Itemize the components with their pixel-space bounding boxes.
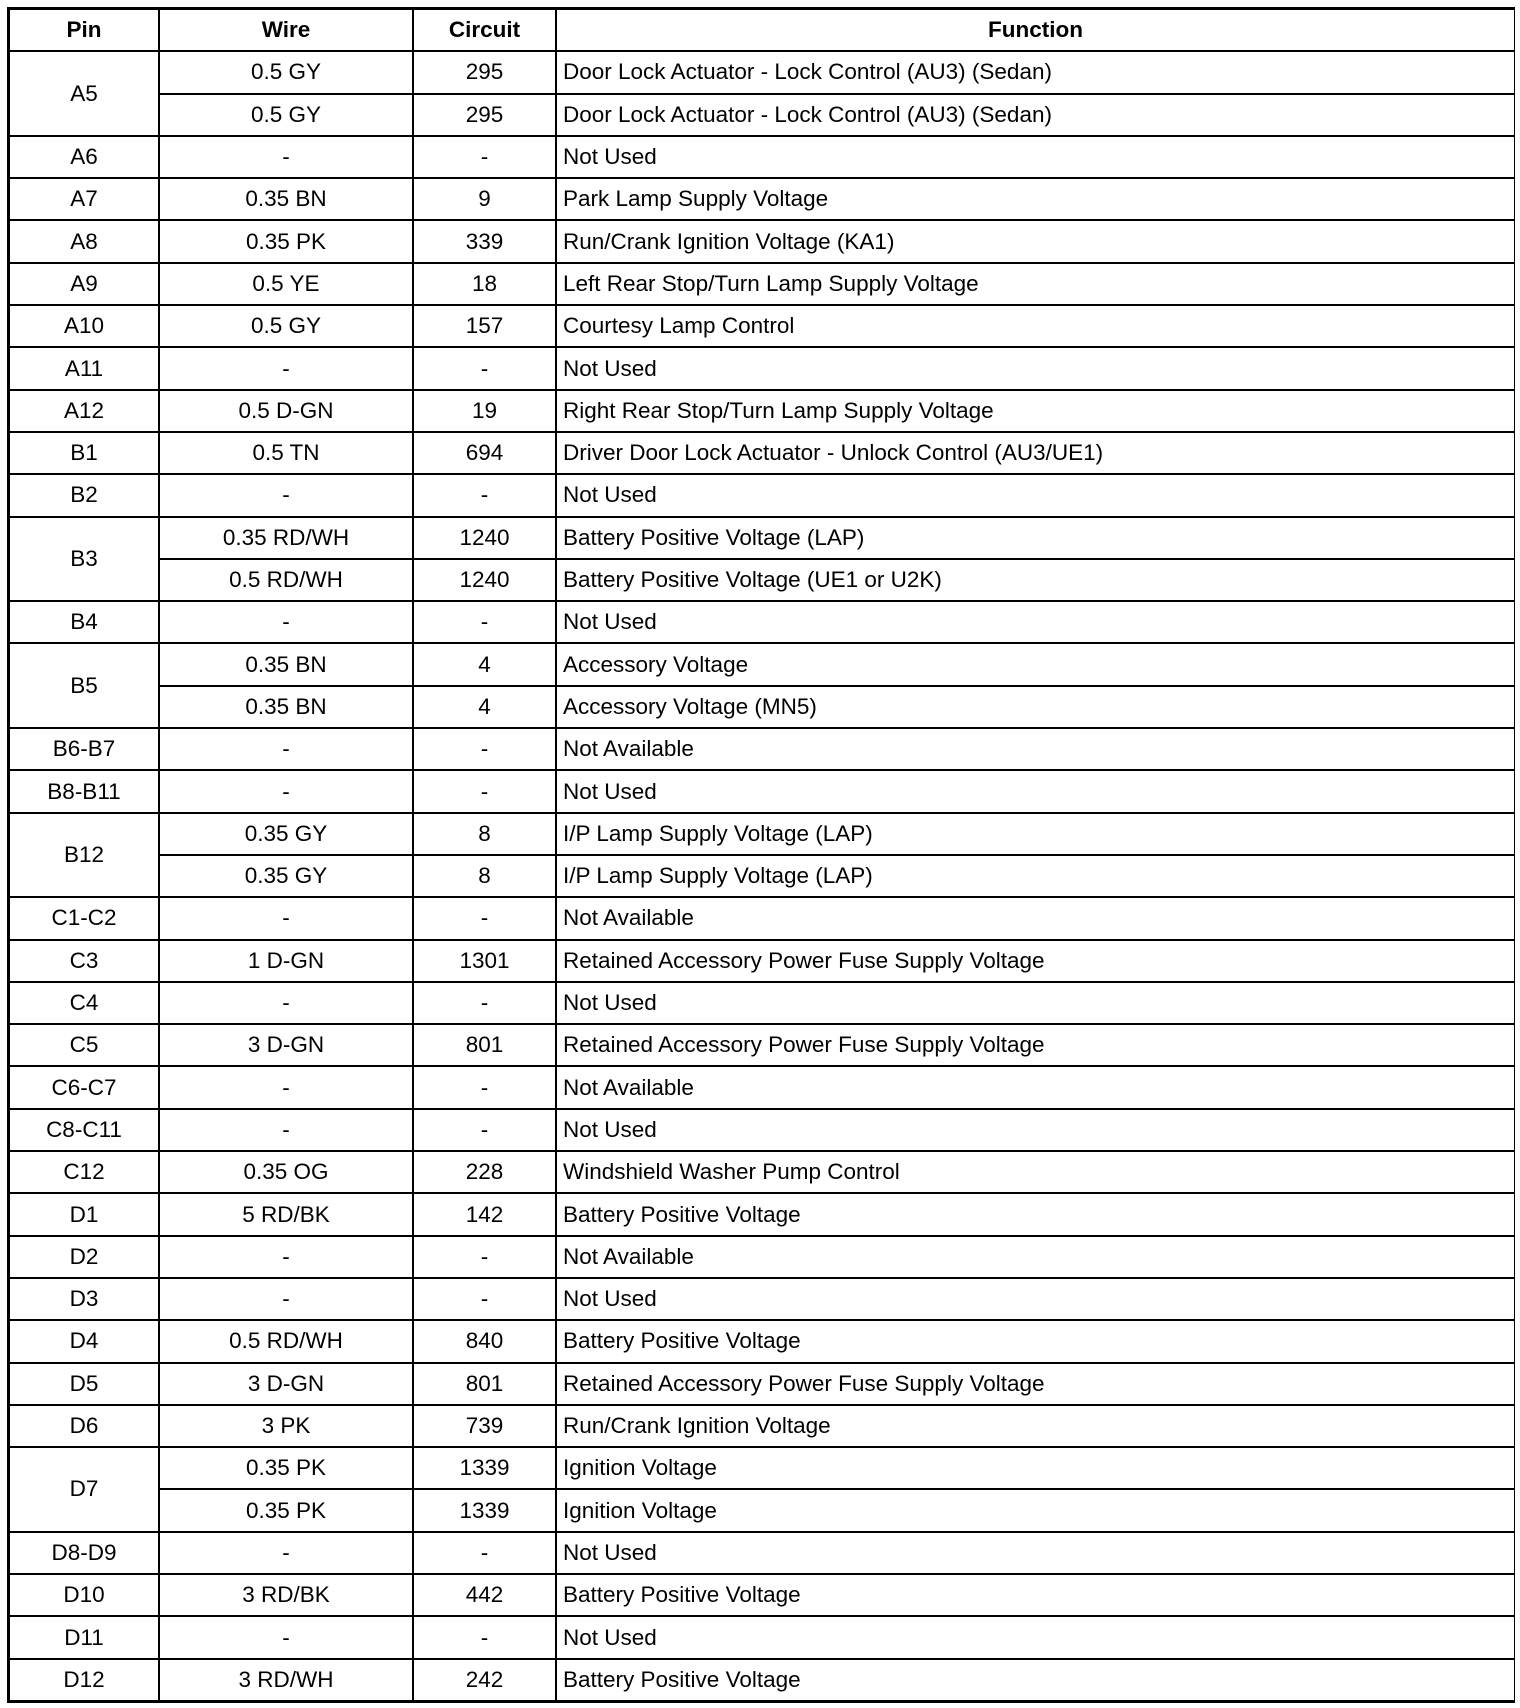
- function-cell: Accessory Voltage (MN5): [557, 687, 1514, 729]
- wire-cell: 3 D-GN: [160, 1364, 414, 1406]
- function-cell: Battery Positive Voltage (LAP): [557, 518, 1514, 560]
- wire-cell: 5 RD/BK: [160, 1194, 414, 1236]
- circuit-cell: 8: [414, 814, 557, 856]
- circuit-cell: 18: [414, 264, 557, 306]
- circuit-cell: 295: [414, 95, 557, 137]
- pin-cell: B8-B11: [10, 771, 160, 813]
- circuit-cell: -: [414, 771, 557, 813]
- circuit-cell: -: [414, 602, 557, 644]
- circuit-cell: 339: [414, 221, 557, 263]
- wire-cell: -: [160, 1617, 414, 1659]
- wire-cell: -: [160, 1279, 414, 1321]
- circuit-cell: 4: [414, 644, 557, 686]
- function-cell: I/P Lamp Supply Voltage (LAP): [557, 814, 1514, 856]
- header-function: Function: [557, 10, 1514, 52]
- function-cell: Not Used: [557, 475, 1514, 517]
- wire-cell: -: [160, 771, 414, 813]
- function-cell: Battery Positive Voltage (UE1 or U2K): [557, 560, 1514, 602]
- function-cell: Not Used: [557, 1279, 1514, 1321]
- circuit-cell: 242: [414, 1660, 557, 1702]
- pin-cell: B5: [10, 644, 160, 729]
- pin-cell: B6-B7: [10, 729, 160, 771]
- circuit-cell: -: [414, 1617, 557, 1659]
- pin-cell: D6: [10, 1406, 160, 1448]
- function-cell: Not Used: [557, 1110, 1514, 1152]
- function-cell: Not Used: [557, 602, 1514, 644]
- pin-cell: C1-C2: [10, 898, 160, 940]
- pin-cell: A9: [10, 264, 160, 306]
- circuit-cell: 1240: [414, 518, 557, 560]
- pin-cell: D10: [10, 1575, 160, 1617]
- circuit-cell: 801: [414, 1025, 557, 1067]
- wire-cell: -: [160, 137, 414, 179]
- function-cell: Not Used: [557, 137, 1514, 179]
- circuit-cell: 739: [414, 1406, 557, 1448]
- circuit-cell: 442: [414, 1575, 557, 1617]
- wire-cell: 0.5 D-GN: [160, 391, 414, 433]
- function-cell: Park Lamp Supply Voltage: [557, 179, 1514, 221]
- function-cell: Battery Positive Voltage: [557, 1660, 1514, 1702]
- function-cell: Courtesy Lamp Control: [557, 306, 1514, 348]
- wire-cell: 1 D-GN: [160, 941, 414, 983]
- pin-cell: A6: [10, 137, 160, 179]
- pin-cell: C12: [10, 1152, 160, 1194]
- function-cell: Run/Crank Ignition Voltage: [557, 1406, 1514, 1448]
- pin-cell: D2: [10, 1237, 160, 1279]
- circuit-cell: -: [414, 137, 557, 179]
- wire-cell: -: [160, 729, 414, 771]
- pin-cell: D3: [10, 1279, 160, 1321]
- function-cell: Not Used: [557, 348, 1514, 390]
- function-cell: Retained Accessory Power Fuse Supply Voltage: [557, 941, 1514, 983]
- circuit-cell: -: [414, 1110, 557, 1152]
- wire-cell: 0.5 TN: [160, 433, 414, 475]
- wire-cell: -: [160, 983, 414, 1025]
- function-cell: Run/Crank Ignition Voltage (KA1): [557, 221, 1514, 263]
- circuit-cell: 19: [414, 391, 557, 433]
- pin-cell: D5: [10, 1364, 160, 1406]
- wire-cell: 0.35 PK: [160, 1490, 414, 1532]
- pin-cell: B3: [10, 518, 160, 603]
- circuit-cell: -: [414, 729, 557, 771]
- wire-cell: 0.35 PK: [160, 1448, 414, 1490]
- wire-cell: 0.35 BN: [160, 179, 414, 221]
- wire-cell: 3 RD/BK: [160, 1575, 414, 1617]
- circuit-cell: -: [414, 348, 557, 390]
- wire-cell: 0.35 GY: [160, 856, 414, 898]
- function-cell: I/P Lamp Supply Voltage (LAP): [557, 856, 1514, 898]
- circuit-cell: 157: [414, 306, 557, 348]
- function-cell: Ignition Voltage: [557, 1448, 1514, 1490]
- pin-cell: A10: [10, 306, 160, 348]
- function-cell: Door Lock Actuator - Lock Control (AU3) (Sedan): [557, 95, 1514, 137]
- circuit-cell: 1301: [414, 941, 557, 983]
- function-cell: Door Lock Actuator - Lock Control (AU3) (Sedan): [557, 52, 1514, 94]
- pin-cell: D11: [10, 1617, 160, 1659]
- function-cell: Not Available: [557, 729, 1514, 771]
- pin-table: [7, 7, 1515, 1703]
- wire-cell: 0.5 RD/WH: [160, 560, 414, 602]
- pin-cell: B1: [10, 433, 160, 475]
- circuit-cell: 1339: [414, 1490, 557, 1532]
- wire-cell: -: [160, 348, 414, 390]
- wire-cell: -: [160, 602, 414, 644]
- wire-cell: 3 RD/WH: [160, 1660, 414, 1702]
- pin-cell: A11: [10, 348, 160, 390]
- circuit-cell: -: [414, 1067, 557, 1109]
- circuit-cell: 1339: [414, 1448, 557, 1490]
- pin-cell: D8-D9: [10, 1533, 160, 1575]
- pin-cell: A5: [10, 52, 160, 137]
- wire-cell: 3 D-GN: [160, 1025, 414, 1067]
- circuit-cell: 694: [414, 433, 557, 475]
- wire-cell: 0.5 YE: [160, 264, 414, 306]
- wire-cell: 0.35 PK: [160, 221, 414, 263]
- pin-cell: D7: [10, 1448, 160, 1533]
- wire-cell: -: [160, 1110, 414, 1152]
- circuit-cell: -: [414, 1237, 557, 1279]
- circuit-cell: -: [414, 898, 557, 940]
- circuit-cell: 801: [414, 1364, 557, 1406]
- wire-cell: 0.35 BN: [160, 687, 414, 729]
- pin-cell: A8: [10, 221, 160, 263]
- function-cell: Right Rear Stop/Turn Lamp Supply Voltage: [557, 391, 1514, 433]
- wire-cell: 0.5 GY: [160, 52, 414, 94]
- pin-cell: D4: [10, 1321, 160, 1363]
- circuit-cell: -: [414, 475, 557, 517]
- pin-cell: A7: [10, 179, 160, 221]
- wire-cell: 0.5 RD/WH: [160, 1321, 414, 1363]
- function-cell: Not Available: [557, 1237, 1514, 1279]
- function-cell: Battery Positive Voltage: [557, 1575, 1514, 1617]
- circuit-cell: 9: [414, 179, 557, 221]
- pin-cell: B4: [10, 602, 160, 644]
- pin-cell: C5: [10, 1025, 160, 1067]
- pin-cell: C3: [10, 941, 160, 983]
- circuit-cell: -: [414, 983, 557, 1025]
- circuit-cell: 295: [414, 52, 557, 94]
- function-cell: Battery Positive Voltage: [557, 1321, 1514, 1363]
- wire-cell: -: [160, 475, 414, 517]
- circuit-cell: 840: [414, 1321, 557, 1363]
- function-cell: Windshield Washer Pump Control: [557, 1152, 1514, 1194]
- wire-cell: 0.35 RD/WH: [160, 518, 414, 560]
- wire-cell: -: [160, 1237, 414, 1279]
- wire-cell: -: [160, 1533, 414, 1575]
- wire-cell: -: [160, 898, 414, 940]
- pin-cell: A12: [10, 391, 160, 433]
- function-cell: Not Used: [557, 983, 1514, 1025]
- function-cell: Not Available: [557, 898, 1514, 940]
- circuit-cell: 4: [414, 687, 557, 729]
- wire-cell: -: [160, 1067, 414, 1109]
- function-cell: Retained Accessory Power Fuse Supply Voltage: [557, 1025, 1514, 1067]
- wire-cell: 0.35 GY: [160, 814, 414, 856]
- function-cell: Battery Positive Voltage: [557, 1194, 1514, 1236]
- circuit-cell: 228: [414, 1152, 557, 1194]
- function-cell: Driver Door Lock Actuator - Unlock Control (AU3/UE1): [557, 433, 1514, 475]
- wire-cell: 3 PK: [160, 1406, 414, 1448]
- header-pin: Pin: [10, 10, 160, 52]
- pin-cell: B12: [10, 814, 160, 899]
- wire-cell: 0.5 GY: [160, 306, 414, 348]
- function-cell: Left Rear Stop/Turn Lamp Supply Voltage: [557, 264, 1514, 306]
- circuit-cell: 1240: [414, 560, 557, 602]
- function-cell: Retained Accessory Power Fuse Supply Voltage: [557, 1364, 1514, 1406]
- pin-cell: D1: [10, 1194, 160, 1236]
- pin-cell: C4: [10, 983, 160, 1025]
- function-cell: Not Used: [557, 1533, 1514, 1575]
- header-circuit: Circuit: [414, 10, 557, 52]
- circuit-cell: 8: [414, 856, 557, 898]
- wire-cell: 0.5 GY: [160, 95, 414, 137]
- pin-cell: C8-C11: [10, 1110, 160, 1152]
- circuit-cell: -: [414, 1533, 557, 1575]
- pin-cell: D12: [10, 1660, 160, 1702]
- function-cell: Ignition Voltage: [557, 1490, 1514, 1532]
- function-cell: Not Used: [557, 1617, 1514, 1659]
- header-wire: Wire: [160, 10, 414, 52]
- function-cell: Accessory Voltage: [557, 644, 1514, 686]
- circuit-cell: 142: [414, 1194, 557, 1236]
- circuit-cell: -: [414, 1279, 557, 1321]
- function-cell: Not Used: [557, 771, 1514, 813]
- function-cell: Not Available: [557, 1067, 1514, 1109]
- wire-cell: 0.35 OG: [160, 1152, 414, 1194]
- pin-cell: C6-C7: [10, 1067, 160, 1109]
- pin-cell: B2: [10, 475, 160, 517]
- wire-cell: 0.35 BN: [160, 644, 414, 686]
